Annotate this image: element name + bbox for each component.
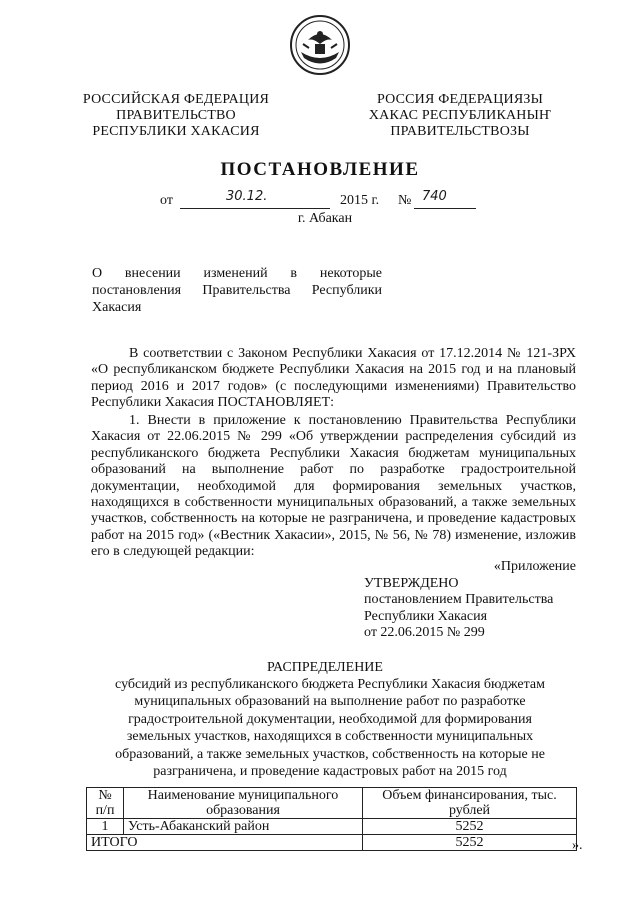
header-right-line: ПРАВИТЕЛЬСТВОЗЫ [390, 124, 530, 139]
header-municipality: Наименование муниципального образования [124, 788, 363, 819]
date-prefix: от [160, 193, 173, 208]
body-paragraph-preamble: В соответствии с Законом Республики Хакасия от 17.12.2014 № 121-ЗРХ «О республиканском бюджете Республики Хакасия на 2015 год и на плановый период 2016 и 2017 годов» (с последующими изменениями) Правительство Республики Хакасия ПОСТАНОВЛЯЕТ: [91, 346, 576, 411]
table-header-row [87, 788, 577, 819]
table-row [87, 819, 577, 835]
coat-of-arms-emblem [289, 14, 351, 76]
document-subject [92, 265, 382, 316]
subject-line: постановления Правительства Республики [92, 283, 382, 298]
table-total-row [87, 835, 577, 851]
header-left-ru [76, 92, 276, 140]
appendix-label: «Приложение [493, 559, 576, 574]
approved-line: УТВЕРЖДЕНО [364, 576, 459, 591]
number-sign: № [398, 193, 412, 208]
approved-line: постановлением Правительства [364, 592, 554, 608]
header-left-line: РЕСПУБЛИКИ ХАКАСИЯ [92, 124, 260, 139]
header-number: № п/п [87, 788, 124, 819]
closing-quote: ». [572, 838, 583, 853]
row-number: 1 [87, 819, 124, 835]
document-title: ПОСТАНОВЛЕНИЕ [220, 159, 420, 180]
body-paragraph-item-1: 1. Внести в приложение к постановлению Правительства Республики Хакасия от 22.06.2015 № 299 «Об утверждении распределения субсидий из республиканского бюджета Республики Хакасия бюджетам муниципальных образований на выполнение работ по разработке градостроительной документации, необходимой для формирования земельных участков, находящихся в собственности муниципальных образований, а также земельных участков, собственность на которые не разграничена, и проведение кадастровых работ на 2015 год» («Вестник Хакасии», 2015, № 56, № 78) изменение, изложив его в следующей редакции: [91, 413, 576, 560]
row-municipality: Усть-Абаканский район [124, 819, 363, 835]
year-text: 2015 г. [340, 193, 380, 208]
subsidy-table [86, 787, 577, 851]
header-right-line: РОССИЯ ФЕДЕРАЦИЯЗЫ [376, 92, 544, 107]
approved-block [364, 576, 584, 642]
date-number-line [160, 191, 500, 211]
total-amount: 5252 [363, 835, 577, 851]
subject-line: Хакасия [92, 300, 142, 315]
subject-line: О внесении изменений в некоторые [92, 266, 382, 281]
handwritten-date: 30.12. [226, 189, 268, 204]
header-left-line: ПРАВИТЕЛЬСТВО [116, 108, 236, 123]
row-amount: 5252 [363, 819, 577, 835]
header-left-line: РОССИЙСКАЯ ФЕДЕРАЦИЯ [82, 92, 270, 107]
handwritten-number: 740 [422, 189, 447, 204]
city-name: г. Абакан [297, 211, 353, 226]
header-amount: Объем финансирования, тыс. рублей [363, 788, 577, 819]
distribution-subtitle: субсидий из республиканского бюджета Республики Хакасия бюджетам муниципальных образований на выполнение работ по разработке градостроительной документации, необходимой для формирования земельных участков, находящихся в собственности муниципальных образований, а также земельных участков, собственность на которые не разграничена, и проведение кадастровых работ на 2015 год [115, 677, 545, 780]
approved-line: от 22.06.2015 № 299 [364, 625, 485, 641]
approved-line: Республики Хакасия [364, 608, 488, 624]
header-right-line: ХАКАС РЕСПУБЛИКАНЫҤ [368, 108, 552, 123]
distribution-title: РАСПРЕДЕЛЕНИЕ [267, 660, 383, 675]
total-label: ИТОГО [87, 835, 363, 851]
header-right-khakas [360, 92, 560, 140]
